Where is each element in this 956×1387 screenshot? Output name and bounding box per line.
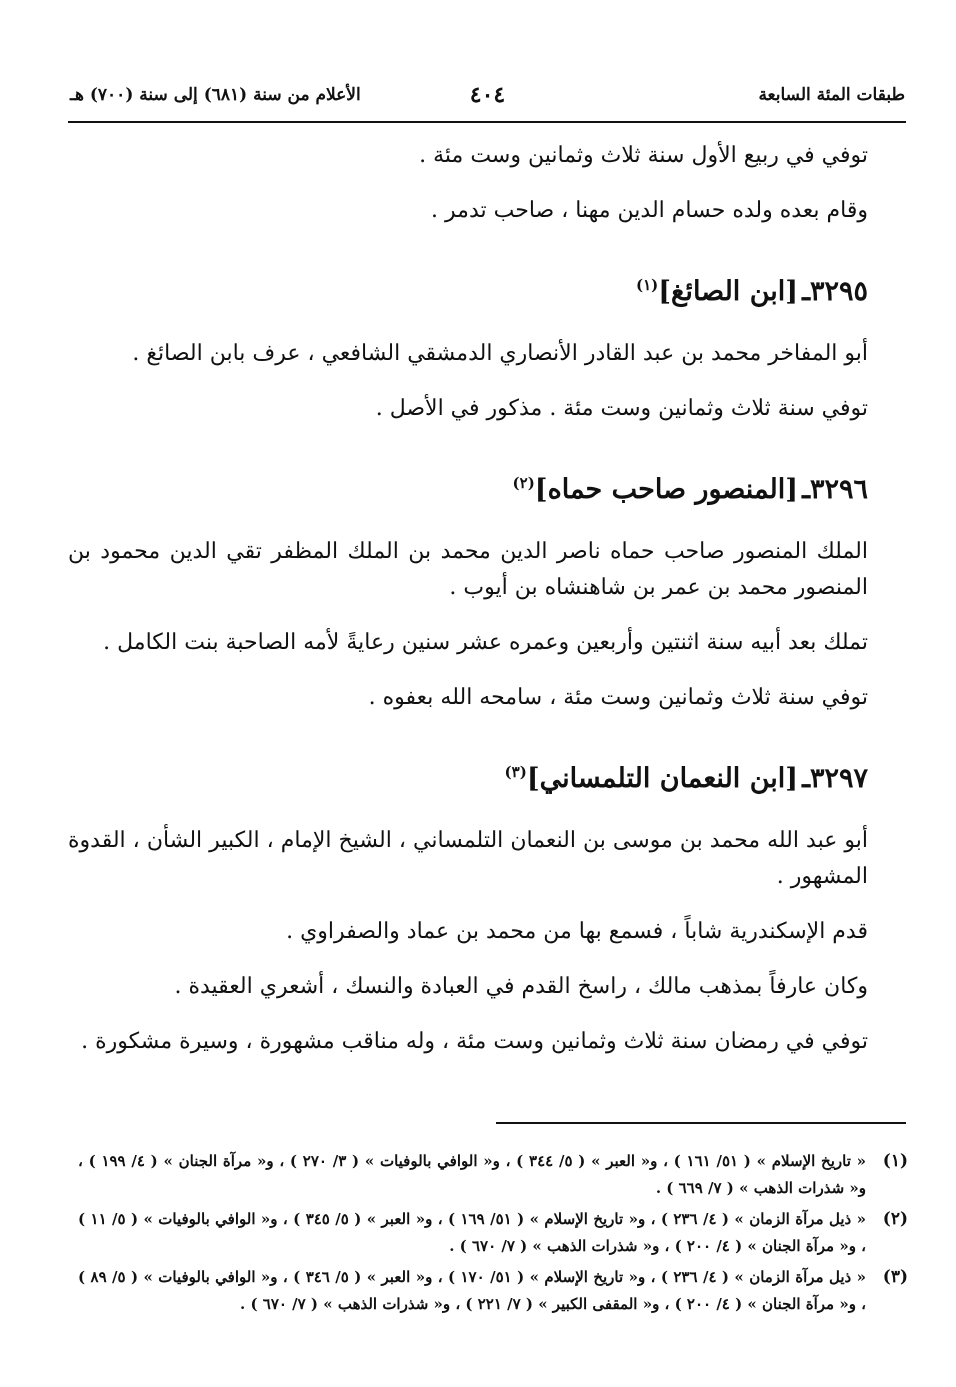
header-section-title: طبقات المئة السابعة: [758, 85, 905, 105]
main-text: [68, 138, 868, 1079]
paragraph: توفي سنة ثلاث وثمانين وست مئة ، سامحه الله بعفوه .: [368, 685, 868, 710]
entry-number: ٣٢٩٥ـ: [802, 276, 868, 307]
footnote-text: « ذيل مرآة الزمان » ( ٤/ ٢٣٦ ) ، و« تاريخ الإسلام » ( ٥١/ ١٧٠ ) ، و« العبر » ( ٥/ ٣٤٦ ) ، و« الوافي بالوفيات » ( ٥/ ٨٩ ) ، و« مرآة الجنان » ( ٤/ ٢٠٠ ) ، و« المقفى الكبير » ( ٧/ ٢٢١ ) ، و« شذرات الذهب » ( ٧/ ٦٧٠ ) .: [78, 1268, 866, 1313]
entry-heading: [68, 752, 868, 799]
footnote-text: « ذيل مرآة الزمان » ( ٤/ ٢٣٦ ) ، و« تاريخ الإسلام » ( ٥١/ ١٦٩ ) ، و« العبر » ( ٥/ ٣٤٥ ) ، و« الوافي بالوفيات » ( ٥/ ١١ ) ، و« مرآة الجنان » ( ٤/ ٢٠٠ ) ، و« شذرات الذهب » ( ٧/ ٦٧٠ ) .: [78, 1210, 866, 1255]
footnote: [78, 1264, 908, 1318]
footnotes: [78, 1148, 908, 1322]
footnote-mark: (١): [882, 1151, 908, 1171]
paragraph: وقام بعده ولده حسام الدين مهنا ، صاحب تدمر .: [431, 198, 868, 223]
running-header: [70, 78, 905, 112]
paragraph: تملك بعد أبيه سنة اثنتين وأربعين وعمره عشر سنين رعايةً لأمه الصاحبة بنت الكامل .: [103, 630, 868, 655]
footnote-mark: (٣): [882, 1267, 908, 1287]
footnote: [78, 1206, 908, 1260]
entry-heading: [68, 463, 868, 510]
footnote-ref: (٢): [512, 474, 535, 492]
entry-title: [المنصور صاحب حماه]: [534, 474, 799, 505]
entry-title: [ابن الصائغ]: [658, 276, 799, 307]
paragraph: قدم الإسكندرية شاباً ، فسمع بها من محمد بن عماد والصفراوي .: [286, 919, 868, 944]
entry-number: ٣٢٩٧ـ: [802, 763, 868, 794]
entry-heading: [68, 265, 868, 312]
header-rule: [68, 121, 906, 123]
entry-title: [ابن النعمان التلمساني]: [526, 763, 799, 794]
footnote-text: « تاريخ الإسلام » ( ٥١/ ١٦١ ) ، و« العبر » ( ٥/ ٣٤٤ ) ، و« الوافي بالوفيات » ( ٣/ ٢٧٠ ) ، و« مرآة الجنان » ( ٤/ ١٩٩ ) ، و« شذرات الذهب » ( ٧/ ٦٦٩ ) .: [78, 1152, 867, 1197]
header-range-title: الأعلام من سنة (٦٨١) إلى سنة (٧٠٠) هـ: [70, 85, 361, 105]
paragraph: توفي في ربيع الأول سنة ثلاث وثمانين وست مئة .: [419, 143, 868, 168]
entry-number: ٣٢٩٦ـ: [802, 474, 868, 505]
footnote-ref: (١): [636, 276, 659, 294]
paragraph: الملك المنصور صاحب حماه ناصر الدين محمد بن الملك المظفر تقي الدين محمود بن المنصور محمد بن عمر بن شاهنشاه بن أيوب .: [68, 539, 868, 600]
paragraph: أبو المفاخر محمد بن عبد القادر الأنصاري الدمشقي الشافعي ، عرف بابن الصائغ .: [132, 341, 868, 366]
page-number: ٤٠٤: [469, 82, 506, 108]
paragraph: وكان عارفاً بمذهب مالك ، راسخ القدم في العبادة والنسك ، أشعري العقيدة .: [174, 974, 868, 999]
footnote: [78, 1148, 908, 1202]
footnote-mark: (٢): [882, 1209, 908, 1229]
paragraph: توفي في رمضان سنة ثلاث وثمانين وست مئة ، وله مناقب مشهورة ، وسيرة مشكورة .: [81, 1029, 868, 1054]
footnote-ref: (٣): [504, 763, 527, 781]
footnote-rule: [496, 1122, 906, 1124]
paragraph: توفي سنة ثلاث وثمانين وست مئة . مذكور في الأصل .: [375, 396, 868, 421]
paragraph: أبو عبد الله محمد بن موسى بن النعمان التلمساني ، الشيخ الإمام ، الكبير الشأن ، القدوة المشهور .: [68, 828, 868, 889]
